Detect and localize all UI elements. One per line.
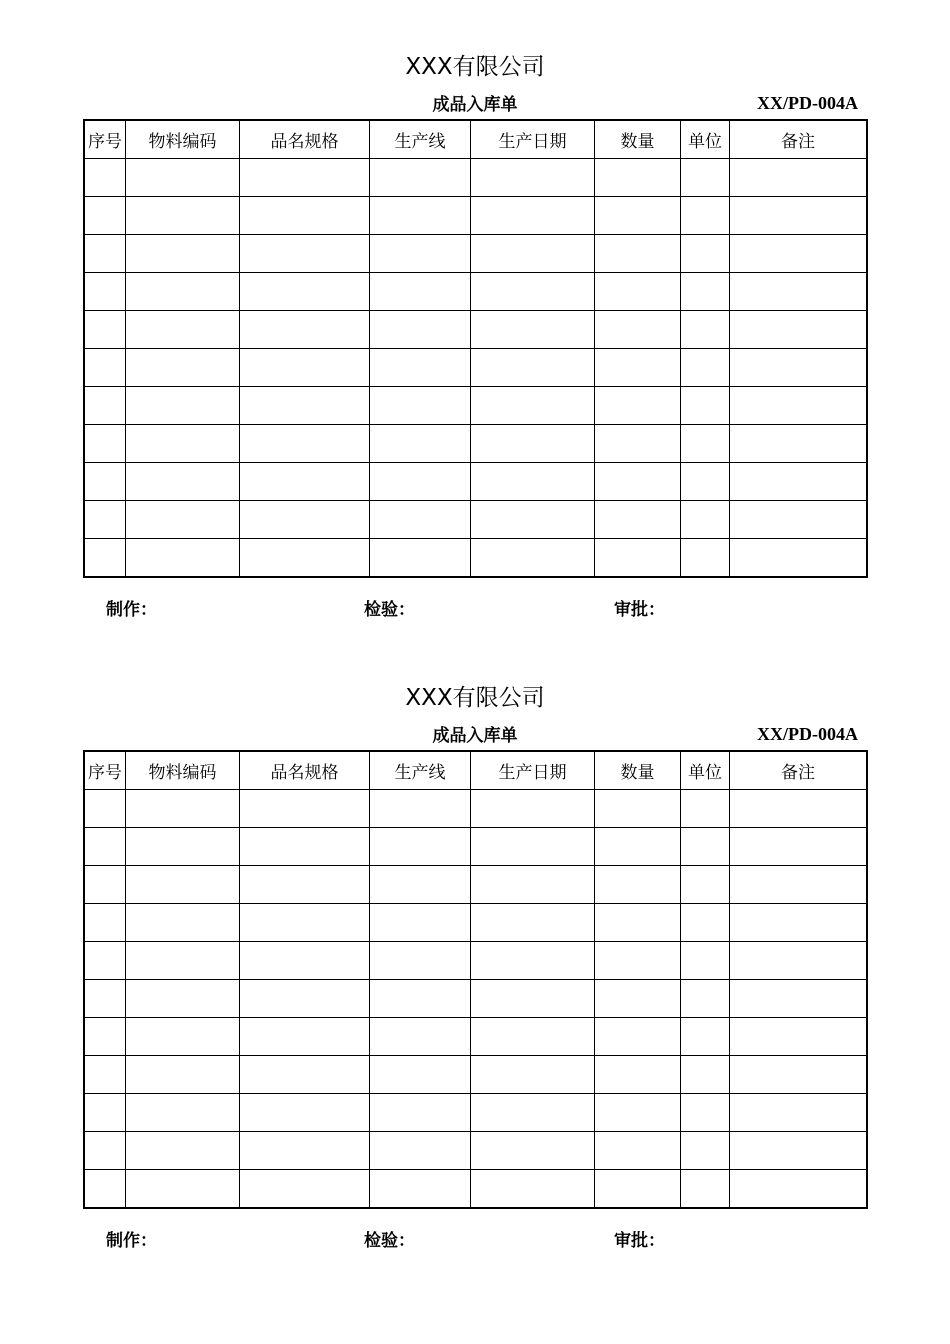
table-cell[interactable] xyxy=(681,463,730,501)
table-cell[interactable] xyxy=(681,1132,730,1170)
table-cell[interactable] xyxy=(595,1094,681,1132)
table-cell[interactable] xyxy=(370,866,471,904)
table-cell[interactable] xyxy=(85,501,126,539)
table-row xyxy=(85,1018,867,1056)
table-cell[interactable] xyxy=(126,463,240,501)
signature-make-label: 制作： xyxy=(106,600,157,620)
form-title: 成品入库单 xyxy=(432,726,518,746)
table-cell[interactable] xyxy=(681,942,730,980)
table-cell[interactable] xyxy=(370,1094,471,1132)
table-cell[interactable] xyxy=(681,539,730,577)
table-cell[interactable] xyxy=(681,1018,730,1056)
table-cell[interactable] xyxy=(681,311,730,349)
table-cell[interactable] xyxy=(85,828,126,866)
table-cell[interactable] xyxy=(471,1132,595,1170)
company-name: XXX有限公司 xyxy=(405,685,545,711)
col-header-quantity: 数量 xyxy=(595,752,681,790)
table-cell[interactable] xyxy=(730,425,867,463)
col-header-material-code: 物料编码 xyxy=(126,752,240,790)
table-cell[interactable] xyxy=(471,1018,595,1056)
col-header-serial: 序号 xyxy=(85,752,126,790)
table-cell[interactable] xyxy=(240,1132,370,1170)
table-cell[interactable] xyxy=(730,1056,867,1094)
table-row xyxy=(85,235,867,273)
table-cell[interactable] xyxy=(85,463,126,501)
table-cell[interactable] xyxy=(126,904,240,942)
table-cell[interactable] xyxy=(730,1170,867,1208)
signature-check-label: 检验： xyxy=(364,1231,415,1251)
table-cell[interactable] xyxy=(85,866,126,904)
table-cell[interactable] xyxy=(370,235,471,273)
table-cell[interactable] xyxy=(85,311,126,349)
table-cell[interactable] xyxy=(126,1170,240,1208)
table-cell[interactable] xyxy=(370,501,471,539)
table-cell[interactable] xyxy=(85,539,126,577)
table-cell[interactable] xyxy=(471,866,595,904)
table-cell[interactable] xyxy=(681,828,730,866)
table-cell[interactable] xyxy=(595,1170,681,1208)
table-row xyxy=(85,311,867,349)
table-row xyxy=(85,828,867,866)
table-cell[interactable] xyxy=(471,311,595,349)
table-cell[interactable] xyxy=(85,159,126,197)
table-cell[interactable] xyxy=(595,501,681,539)
table-row xyxy=(85,904,867,942)
col-header-product-spec: 品名规格 xyxy=(240,121,370,159)
table-cell[interactable] xyxy=(85,387,126,425)
table-cell[interactable] xyxy=(240,501,370,539)
table-cell[interactable] xyxy=(730,904,867,942)
table-cell[interactable] xyxy=(370,980,471,1018)
table-cell[interactable] xyxy=(595,790,681,828)
table-cell[interactable] xyxy=(471,904,595,942)
table-cell[interactable] xyxy=(595,980,681,1018)
signature-check-label: 检验： xyxy=(364,600,415,620)
table-row xyxy=(85,463,867,501)
table-cell[interactable] xyxy=(681,904,730,942)
table-cell[interactable] xyxy=(240,790,370,828)
table-row xyxy=(85,425,867,463)
table-cell[interactable] xyxy=(595,463,681,501)
table-cell[interactable] xyxy=(126,539,240,577)
table-cell[interactable] xyxy=(730,1132,867,1170)
table-header-row xyxy=(85,752,867,790)
table-cell[interactable] xyxy=(85,1094,126,1132)
table-cell[interactable] xyxy=(126,197,240,235)
table-cell[interactable] xyxy=(126,942,240,980)
table-cell[interactable] xyxy=(370,1018,471,1056)
table-cell[interactable] xyxy=(85,197,126,235)
table-cell[interactable] xyxy=(595,197,681,235)
table-cell[interactable] xyxy=(126,980,240,1018)
table-cell[interactable] xyxy=(595,539,681,577)
table-cell[interactable] xyxy=(471,349,595,387)
table-cell[interactable] xyxy=(240,197,370,235)
table-cell[interactable] xyxy=(370,197,471,235)
table-cell[interactable] xyxy=(370,539,471,577)
table-cell[interactable] xyxy=(126,866,240,904)
table-cell[interactable] xyxy=(126,425,240,463)
table-cell[interactable] xyxy=(85,1132,126,1170)
table-cell[interactable] xyxy=(240,273,370,311)
col-header-serial: 序号 xyxy=(85,121,126,159)
table-cell[interactable] xyxy=(126,349,240,387)
receipt-table xyxy=(84,120,867,577)
table-cell[interactable] xyxy=(730,980,867,1018)
col-header-unit: 单位 xyxy=(681,752,730,790)
table-cell[interactable] xyxy=(370,1170,471,1208)
table-cell[interactable] xyxy=(370,1132,471,1170)
table-cell[interactable] xyxy=(370,425,471,463)
table-row xyxy=(85,159,867,197)
col-header-remarks: 备注 xyxy=(730,121,867,159)
table-cell[interactable] xyxy=(240,942,370,980)
table-header-row xyxy=(85,121,867,159)
table-cell[interactable] xyxy=(471,1094,595,1132)
table-cell[interactable] xyxy=(730,197,867,235)
table-cell[interactable] xyxy=(471,387,595,425)
table-cell[interactable] xyxy=(730,463,867,501)
table-cell[interactable] xyxy=(681,273,730,311)
table-cell[interactable] xyxy=(240,235,370,273)
table-row xyxy=(85,387,867,425)
table-cell[interactable] xyxy=(681,1094,730,1132)
table-cell[interactable] xyxy=(595,159,681,197)
table-row xyxy=(85,1170,867,1208)
table-cell[interactable] xyxy=(370,790,471,828)
table-cell[interactable] xyxy=(471,463,595,501)
table-cell[interactable] xyxy=(595,828,681,866)
table-cell[interactable] xyxy=(595,1132,681,1170)
table-cell[interactable] xyxy=(240,539,370,577)
table-cell[interactable] xyxy=(126,1094,240,1132)
col-header-production-line: 生产线 xyxy=(370,752,471,790)
col-header-remarks: 备注 xyxy=(730,752,867,790)
table-cell[interactable] xyxy=(85,1170,126,1208)
table-cell[interactable] xyxy=(85,235,126,273)
table-cell[interactable] xyxy=(730,539,867,577)
table-cell[interactable] xyxy=(370,387,471,425)
table-cell[interactable] xyxy=(730,866,867,904)
table-cell[interactable] xyxy=(370,1056,471,1094)
table-row xyxy=(85,790,867,828)
table-cell[interactable] xyxy=(126,387,240,425)
table-cell[interactable] xyxy=(240,387,370,425)
table-cell[interactable] xyxy=(681,1170,730,1208)
table-cell[interactable] xyxy=(730,942,867,980)
table-cell[interactable] xyxy=(681,425,730,463)
table-cell[interactable] xyxy=(126,273,240,311)
table-cell[interactable] xyxy=(370,273,471,311)
table-cell[interactable] xyxy=(370,942,471,980)
col-header-product-spec: 品名规格 xyxy=(240,752,370,790)
table-cell[interactable] xyxy=(595,1018,681,1056)
table-cell[interactable] xyxy=(730,1094,867,1132)
col-header-production-date: 生产日期 xyxy=(471,752,595,790)
col-header-material-code: 物料编码 xyxy=(126,121,240,159)
table-cell[interactable] xyxy=(681,501,730,539)
table-cell[interactable] xyxy=(471,501,595,539)
table-row xyxy=(85,1056,867,1094)
col-header-production-line: 生产线 xyxy=(370,121,471,159)
table-cell[interactable] xyxy=(595,866,681,904)
table-cell[interactable] xyxy=(126,235,240,273)
table-cell[interactable] xyxy=(681,235,730,273)
table-cell[interactable] xyxy=(240,1018,370,1056)
table-cell[interactable] xyxy=(730,1018,867,1056)
table-cell[interactable] xyxy=(126,1018,240,1056)
table-cell[interactable] xyxy=(595,904,681,942)
table-row xyxy=(85,1132,867,1170)
table-cell[interactable] xyxy=(730,235,867,273)
table-row xyxy=(85,349,867,387)
table-cell[interactable] xyxy=(240,425,370,463)
table-cell[interactable] xyxy=(730,349,867,387)
table-cell[interactable] xyxy=(126,311,240,349)
form-title: 成品入库单 xyxy=(432,95,518,115)
company-name: XXX有限公司 xyxy=(405,54,545,80)
table-cell[interactable] xyxy=(370,828,471,866)
table-cell[interactable] xyxy=(730,273,867,311)
table-cell[interactable] xyxy=(240,349,370,387)
signature-make-label: 制作： xyxy=(106,1231,157,1251)
table-row xyxy=(85,942,867,980)
table-cell[interactable] xyxy=(681,1056,730,1094)
table-cell[interactable] xyxy=(730,790,867,828)
table-cell[interactable] xyxy=(126,1056,240,1094)
table-row xyxy=(85,197,867,235)
table-cell[interactable] xyxy=(240,1056,370,1094)
table-cell[interactable] xyxy=(126,159,240,197)
table-cell[interactable] xyxy=(240,311,370,349)
form-code: XX/PD-004A xyxy=(757,724,858,744)
table-cell[interactable] xyxy=(471,980,595,1018)
table-cell[interactable] xyxy=(370,463,471,501)
table-cell[interactable] xyxy=(240,980,370,1018)
table-cell[interactable] xyxy=(730,387,867,425)
table-cell[interactable] xyxy=(730,311,867,349)
table-cell[interactable] xyxy=(471,425,595,463)
table-cell[interactable] xyxy=(370,349,471,387)
receipt-table xyxy=(84,751,867,1208)
signature-approve-label: 审批： xyxy=(614,1231,665,1251)
table-cell[interactable] xyxy=(240,463,370,501)
table-cell[interactable] xyxy=(370,311,471,349)
table-cell[interactable] xyxy=(471,539,595,577)
table-cell[interactable] xyxy=(471,942,595,980)
table-cell[interactable] xyxy=(730,159,867,197)
table-cell[interactable] xyxy=(126,1132,240,1170)
table-cell[interactable] xyxy=(595,349,681,387)
table-cell[interactable] xyxy=(681,197,730,235)
table-cell[interactable] xyxy=(730,828,867,866)
table-cell[interactable] xyxy=(730,501,867,539)
table-cell[interactable] xyxy=(595,942,681,980)
table-cell[interactable] xyxy=(85,1056,126,1094)
col-header-quantity: 数量 xyxy=(595,121,681,159)
table-cell[interactable] xyxy=(240,904,370,942)
table-cell[interactable] xyxy=(681,159,730,197)
col-header-production-date: 生产日期 xyxy=(471,121,595,159)
table-cell[interactable] xyxy=(240,159,370,197)
table-cell[interactable] xyxy=(126,790,240,828)
table-cell[interactable] xyxy=(126,501,240,539)
table-cell[interactable] xyxy=(595,235,681,273)
table-cell[interactable] xyxy=(595,311,681,349)
table-cell[interactable] xyxy=(471,197,595,235)
table-row xyxy=(85,273,867,311)
table-cell[interactable] xyxy=(126,828,240,866)
table-cell[interactable] xyxy=(240,1170,370,1208)
table-cell[interactable] xyxy=(595,425,681,463)
table-cell[interactable] xyxy=(681,387,730,425)
col-header-unit: 单位 xyxy=(681,121,730,159)
table-cell[interactable] xyxy=(471,235,595,273)
table-cell[interactable] xyxy=(471,1170,595,1208)
table-row xyxy=(85,866,867,904)
table-row xyxy=(85,980,867,1018)
table-cell[interactable] xyxy=(240,1094,370,1132)
table-cell[interactable] xyxy=(471,790,595,828)
table-cell[interactable] xyxy=(240,866,370,904)
table-cell[interactable] xyxy=(85,349,126,387)
table-cell[interactable] xyxy=(595,1056,681,1094)
table-cell[interactable] xyxy=(681,980,730,1018)
table-cell[interactable] xyxy=(681,349,730,387)
table-row xyxy=(85,1094,867,1132)
table-cell[interactable] xyxy=(595,273,681,311)
table-cell[interactable] xyxy=(595,387,681,425)
table-cell[interactable] xyxy=(471,273,595,311)
table-cell[interactable] xyxy=(471,1056,595,1094)
table-cell[interactable] xyxy=(85,273,126,311)
table-cell[interactable] xyxy=(240,828,370,866)
table-cell[interactable] xyxy=(681,866,730,904)
table-row xyxy=(85,539,867,577)
table-cell[interactable] xyxy=(85,1018,126,1056)
table-cell[interactable] xyxy=(370,904,471,942)
table-cell[interactable] xyxy=(85,942,126,980)
table-cell[interactable] xyxy=(471,159,595,197)
form-code: XX/PD-004A xyxy=(757,93,858,113)
table-cell[interactable] xyxy=(85,790,126,828)
table-row xyxy=(85,501,867,539)
table-cell[interactable] xyxy=(681,790,730,828)
table-cell[interactable] xyxy=(471,828,595,866)
signature-approve-label: 审批： xyxy=(614,600,665,620)
table-cell[interactable] xyxy=(85,904,126,942)
table-cell[interactable] xyxy=(85,980,126,1018)
table-cell[interactable] xyxy=(370,159,471,197)
table-cell[interactable] xyxy=(85,425,126,463)
